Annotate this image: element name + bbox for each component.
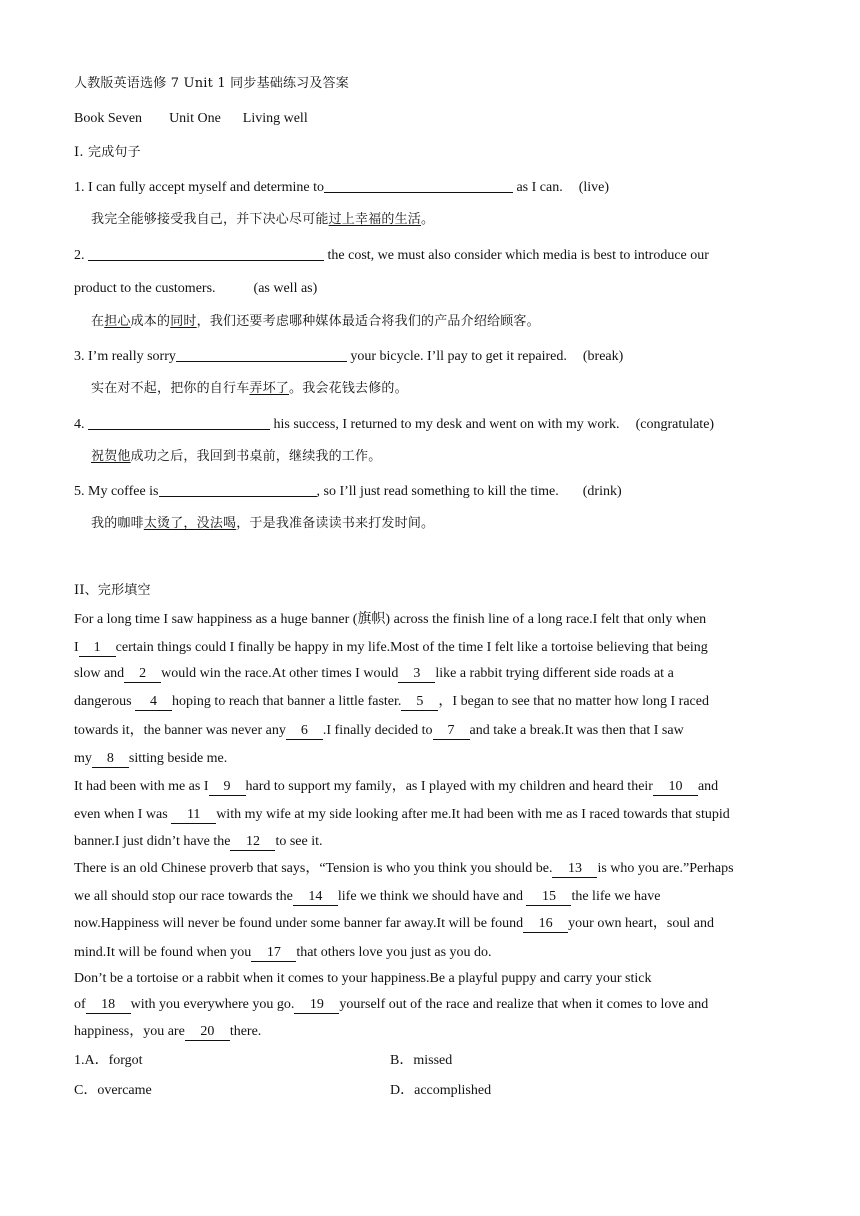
hint-1: (live) xyxy=(578,180,610,195)
target-phrase-3: 弄坏了 xyxy=(249,381,290,396)
cloze-p3-line2: we all should stop our race towards the 14 life we think we should have and 15 the life we have xyxy=(74,889,661,904)
blank-number-6[interactable]: 6 xyxy=(286,723,323,740)
blank-number-7[interactable]: 7 xyxy=(433,723,470,740)
section2-heading: II、完形填空 xyxy=(74,583,151,598)
book-header xyxy=(74,110,308,128)
blank-number-10[interactable]: 10 xyxy=(653,779,698,796)
answer-blank-2[interactable] xyxy=(88,246,324,261)
target-phrase-5: 太烫了，没法喝 xyxy=(143,516,237,531)
blank-number-11[interactable]: 11 xyxy=(171,807,216,824)
blank-number-2[interactable]: 2 xyxy=(124,666,161,683)
blank-number-14[interactable]: 14 xyxy=(293,889,338,906)
blank-number-17[interactable]: 17 xyxy=(251,945,296,962)
blank-number-16[interactable]: 16 xyxy=(523,916,568,933)
cloze-p2-line1: It had been with me as I 9 hard to support my family，as I played with my children and heard their 10 and xyxy=(74,779,719,794)
answer-blank-5[interactable] xyxy=(159,482,317,497)
sentence-1: 1. I can fully accept myself and determine to as I can. (live) xyxy=(74,180,610,195)
option-1a[interactable]: 1.A．forgot xyxy=(74,1053,143,1068)
blank-number-20[interactable]: 20 xyxy=(185,1024,230,1041)
cloze-p1-line3: slow and 2 would win the race.At other times I would 3 like a rabbit trying different side roads at a xyxy=(74,666,674,681)
hint-5: (drink) xyxy=(582,484,622,499)
translation-1: 我完全能够接受我自己，并下决心尽可能过上幸福的生活。 xyxy=(91,212,435,227)
unit-label: Unit One xyxy=(169,111,221,126)
target-phrase-2b: 同时 xyxy=(170,314,197,329)
topic-label: Living well xyxy=(242,111,308,126)
document-title: 人教版英语选修 7 Unit 1 同步基础练习及答案 xyxy=(74,76,349,91)
translation-2: 在担心成本的同时，我们还要考虑哪种媒体最适合将我们的产品介绍给顾客。 xyxy=(91,314,540,329)
cloze-p4-line1: Don’t be a tortoise or a rabbit when it comes to your happiness.Be a playful puppy and carry your stick xyxy=(74,971,652,986)
cloze-p3-line1: There is an old Chinese proverb that says，“Tension is who you think you should be. 13 is who you are.”Perhaps xyxy=(74,861,734,876)
sentence-2-cont: product to the customers. (as well as) xyxy=(74,281,318,296)
cloze-p1-line1: For a long time I saw happiness as a huge banner (旗帜) across the finish line of a long race.I felt that only when xyxy=(74,612,707,627)
cloze-p2-line2: even when I was 11 with my wife at my side looking after me.It had been with me as I raced towards that stupid xyxy=(74,807,730,822)
blank-number-13[interactable]: 13 xyxy=(552,861,597,878)
cloze-p1-line6: my 8 sitting beside me. xyxy=(74,751,228,766)
translation-3: 实在对不起，把你的自行车弄坏了。我会花钱去修的。 xyxy=(91,381,408,396)
answer-blank-1[interactable] xyxy=(324,178,513,193)
blank-number-12[interactable]: 12 xyxy=(230,834,275,851)
cloze-p1-line2: I 1 certain things could I finally be happy in my life.Most of the time I felt like a tortoise believing that being xyxy=(74,640,708,655)
translation-4: 祝贺他成功之后，我回到书桌前，继续我的工作。 xyxy=(91,449,382,464)
option-1c[interactable]: C．overcame xyxy=(74,1083,152,1098)
section1-heading: I. 完成句子 xyxy=(74,145,141,160)
hint-4: (congratulate) xyxy=(635,417,715,432)
answer-blank-4[interactable] xyxy=(88,415,270,430)
option-1d[interactable]: D．accomplished xyxy=(390,1083,492,1098)
sentence-2: 2. the cost, we must also consider which media is best to introduce our xyxy=(74,248,709,263)
answer-blank-3[interactable] xyxy=(176,347,347,362)
blank-number-15[interactable]: 15 xyxy=(526,889,571,906)
cloze-p3-line3: now.Happiness will never be found under some banner far away.It will be found 16 your own heart，soul and xyxy=(74,916,714,931)
target-phrase-1: 过上幸福的生活 xyxy=(328,212,422,227)
blank-number-3[interactable]: 3 xyxy=(398,666,435,683)
book-label: Book Seven xyxy=(74,111,143,126)
hint-3: (break) xyxy=(582,349,624,364)
blank-number-1[interactable]: 1 xyxy=(79,640,116,657)
cloze-p4-line3: happiness，you are 20 there. xyxy=(74,1024,262,1039)
option-1b[interactable]: B．missed xyxy=(390,1053,453,1068)
blank-number-4[interactable]: 4 xyxy=(135,694,172,711)
blank-number-8[interactable]: 8 xyxy=(92,751,129,768)
cloze-p2-line3: banner.I just didn’t have the 12 to see it. xyxy=(74,834,323,849)
target-phrase-2a: 担心 xyxy=(104,314,131,329)
hint-2: (as well as) xyxy=(253,281,318,296)
blank-number-18[interactable]: 18 xyxy=(86,997,131,1014)
blank-number-9[interactable]: 9 xyxy=(209,779,246,796)
translation-5: 我的咖啡太烫了，没法喝，于是我准备读读书来打发时间。 xyxy=(91,516,435,531)
sentence-5: 5. My coffee is , so I’ll just read something to kill the time. (drink) xyxy=(74,484,622,499)
blank-number-5[interactable]: 5 xyxy=(401,694,438,711)
cloze-p1-line5: towards it，the banner was never any 6 .I finally decided to 7 and take a break.It was then that I saw xyxy=(74,723,684,738)
target-phrase-4: 祝贺他 xyxy=(91,449,131,464)
blank-number-19[interactable]: 19 xyxy=(294,997,339,1014)
cloze-p1-line4: dangerous 4 hoping to reach that banner a little faster. 5 ，I began to see that no matter how long I raced xyxy=(74,694,709,709)
sentence-3: 3. I’m really sorry your bicycle. I’ll pay to get it repaired. (break) xyxy=(74,349,624,364)
sentence-4: 4. his success, I returned to my desk and went on with my work. (congratulate) xyxy=(74,417,715,432)
cloze-p3-line4: mind.It will be found when you 17 that others love you just as you do. xyxy=(74,945,492,960)
cloze-p4-line2: of 18 with you everywhere you go. 19 yourself out of the race and realize that when it comes to love and xyxy=(74,997,709,1012)
